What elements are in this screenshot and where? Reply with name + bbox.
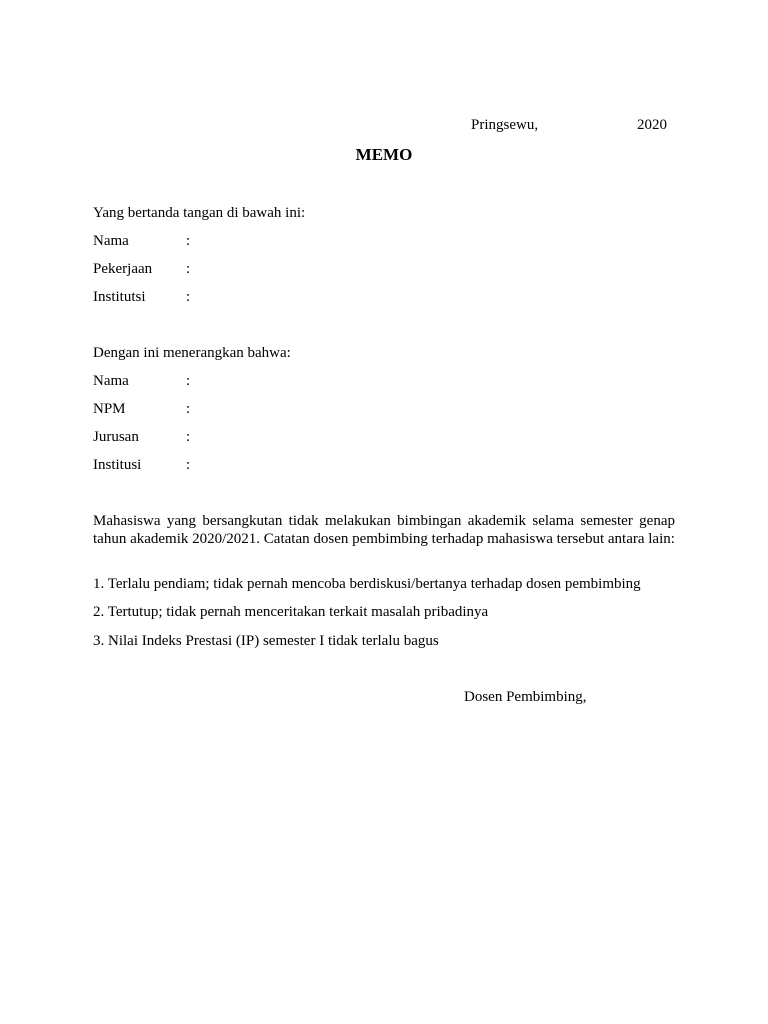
place-text: Pringsewu, bbox=[471, 117, 539, 133]
note-item: 1. Terlalu pendiam; tidak pernah mencoba berdiskusi/bertanya terhadap dosen pembimbing bbox=[93, 576, 641, 592]
note-item: 3. Nilai Indeks Prestasi (IP) semester I tidak terlalu bagus bbox=[93, 633, 439, 649]
field-label: Institusi bbox=[93, 457, 142, 473]
field-separator: : bbox=[186, 373, 191, 389]
note-item: 2. Tertutup; tidak pernah menceritakan terkait masalah pribadinya bbox=[93, 604, 489, 620]
signature-label: Dosen Pembimbing, bbox=[464, 689, 587, 705]
body-paragraph: Mahasiswa yang bersangkutan tidak melakukan bimbingan akademik selama semester genap tahun akademik 2020/2021. Catatan dosen pembimbing terhadap mahasiswa tersebut antara lain: bbox=[93, 513, 675, 547]
field-separator: : bbox=[186, 233, 191, 249]
year-text: 2020 bbox=[637, 117, 667, 133]
field-separator: : bbox=[186, 289, 191, 305]
student-intro: Dengan ini menerangkan bahwa: bbox=[93, 345, 291, 361]
field-label: NPM bbox=[93, 401, 126, 417]
signer-intro: Yang bertanda tangan di bawah ini: bbox=[93, 205, 306, 221]
field-label: Nama bbox=[93, 373, 129, 389]
field-label: Jurusan bbox=[93, 429, 139, 445]
field-label: Pekerjaan bbox=[93, 261, 153, 277]
memo-title: MEMO bbox=[355, 145, 413, 164]
field-separator: : bbox=[186, 261, 191, 277]
field-label: Institutsi bbox=[93, 289, 146, 305]
field-separator: : bbox=[186, 457, 191, 473]
field-label: Nama bbox=[93, 233, 129, 249]
field-separator: : bbox=[186, 401, 191, 417]
field-separator: : bbox=[186, 429, 191, 445]
